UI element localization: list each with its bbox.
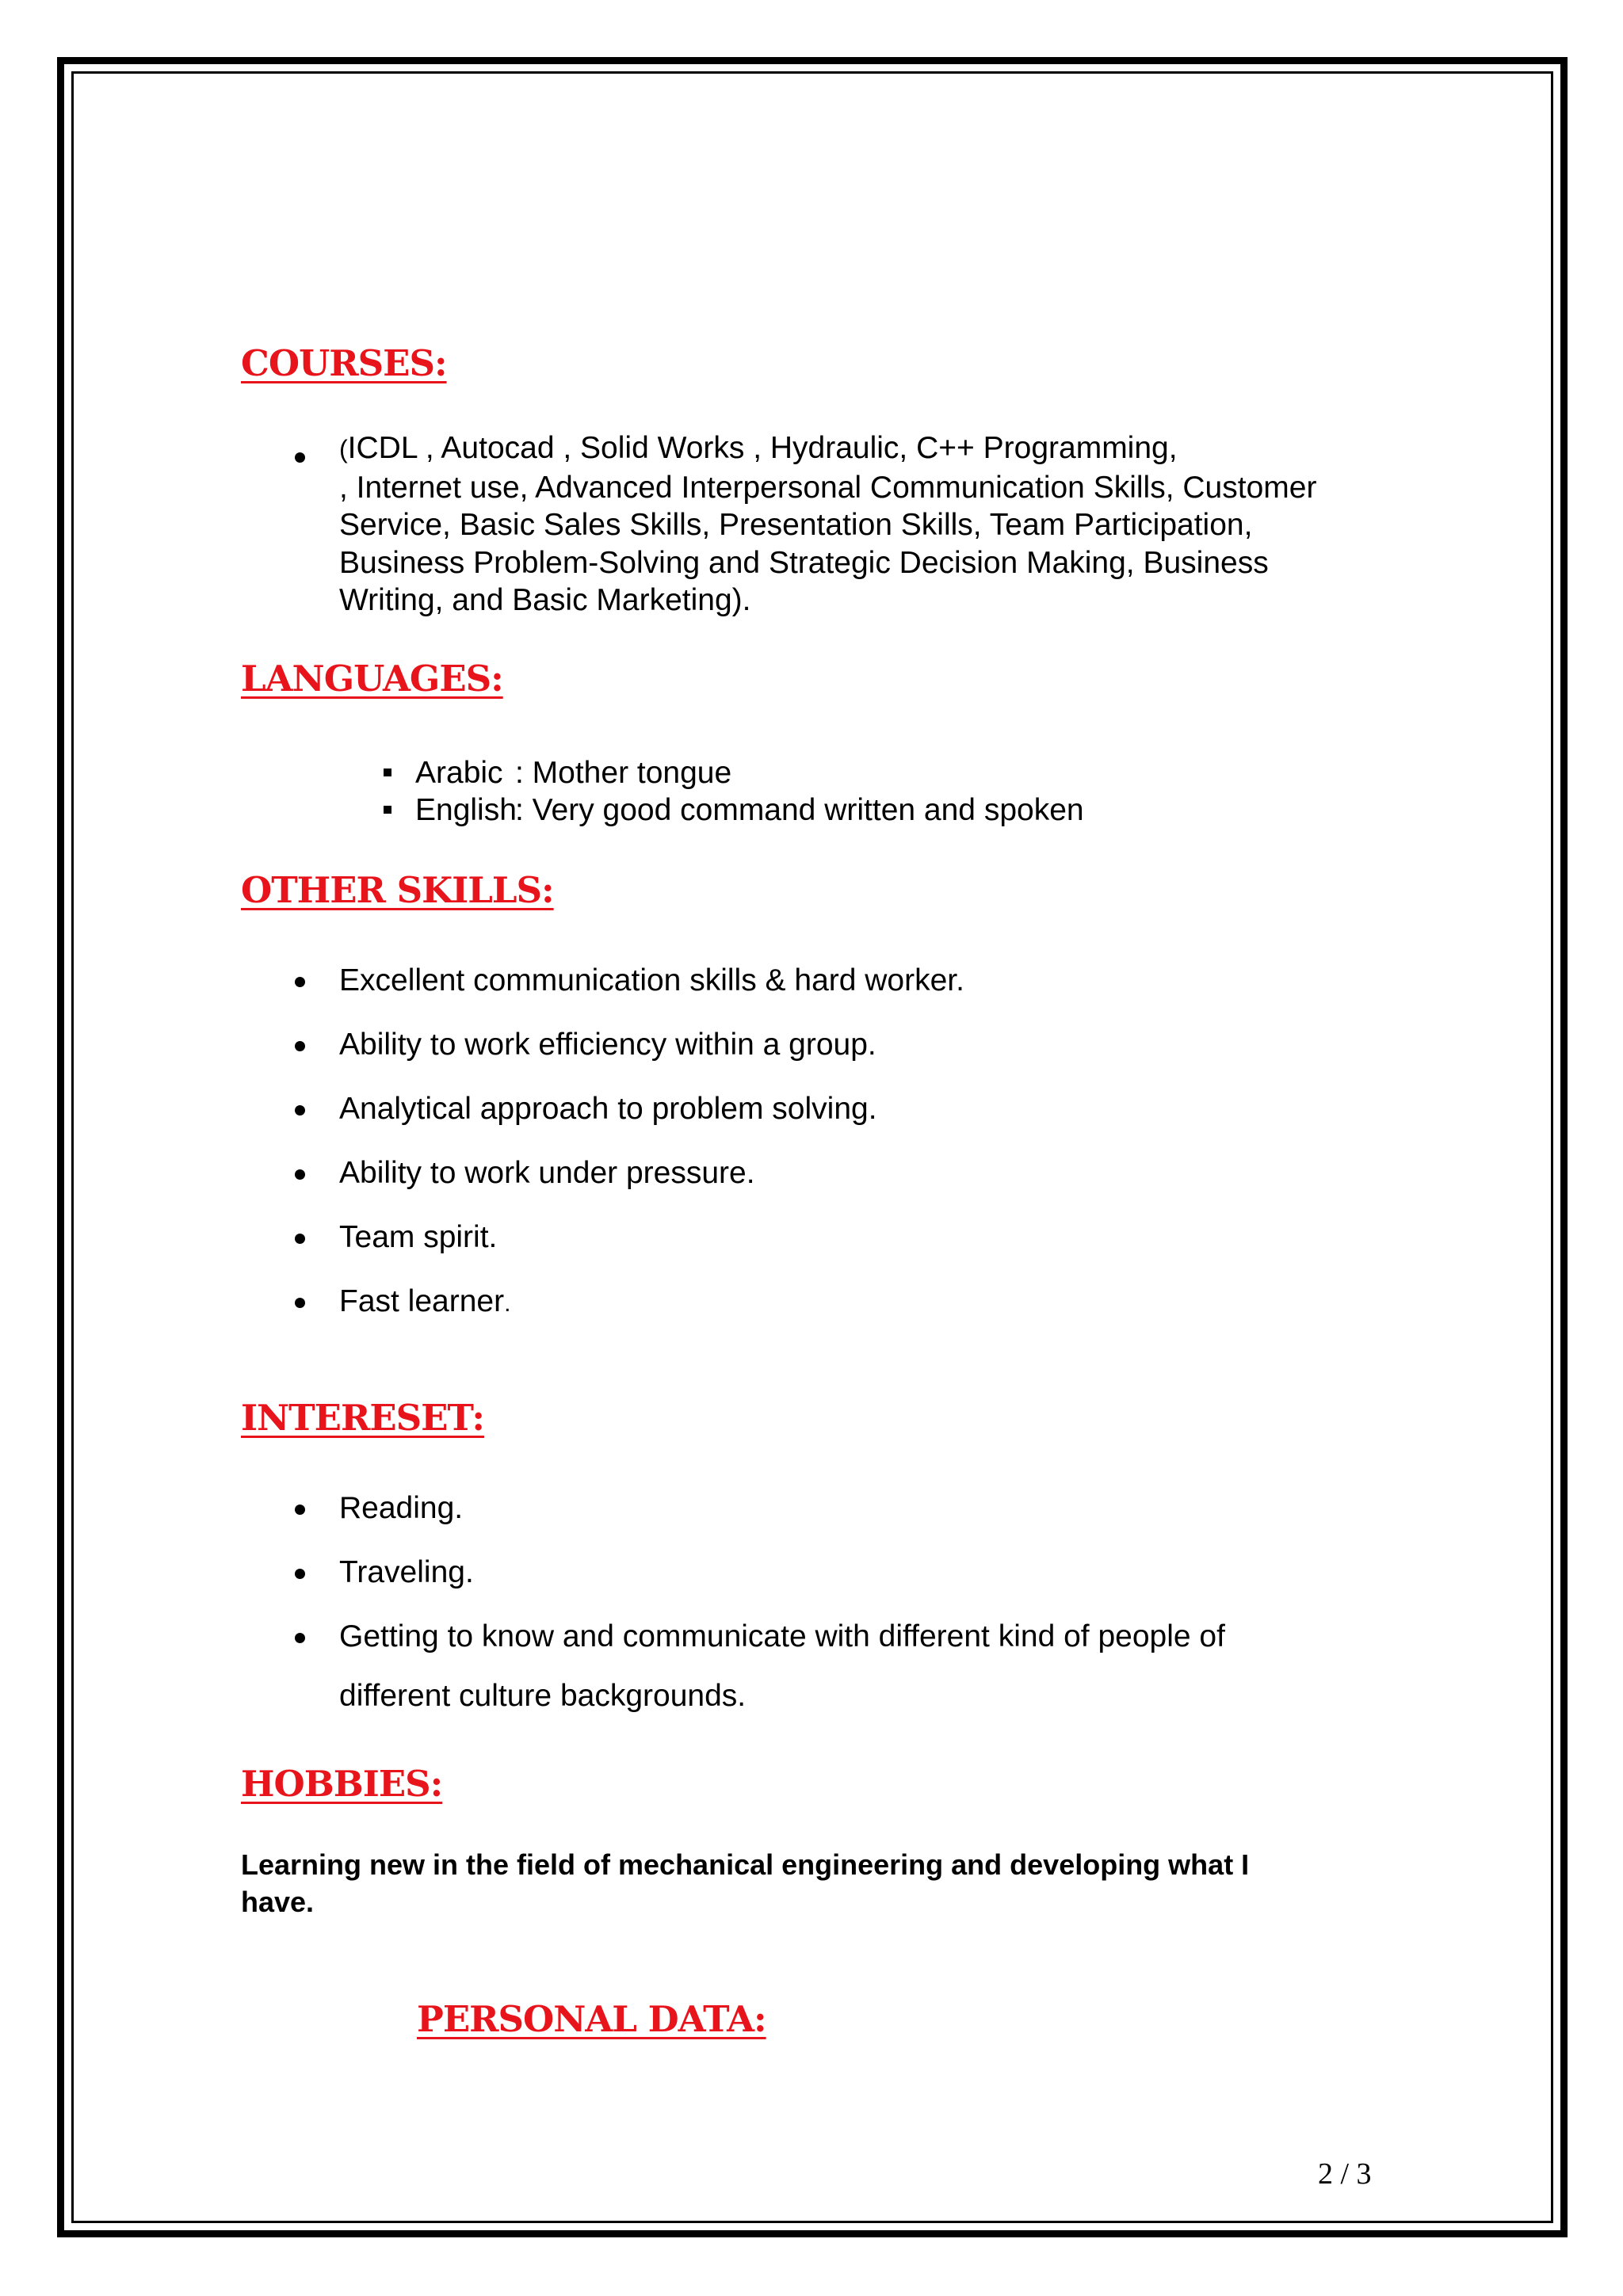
bullet-dot-icon: [295, 1298, 305, 1308]
courses-heading: COURSES:: [241, 342, 447, 384]
interest-item-continuation: different culture backgrounds.: [339, 1679, 747, 1713]
language-name: English: [415, 793, 517, 827]
bullet-dot-icon: [295, 1105, 305, 1116]
bullet-dot-icon: [295, 1234, 305, 1244]
square-bullet-icon: [384, 769, 391, 776]
bullet-dot-icon: [295, 1041, 305, 1051]
skill-item: Excellent communication skills & hard worker.: [339, 963, 964, 998]
interest-item: Reading.: [339, 1491, 463, 1526]
bullet-dot-icon: [295, 977, 305, 987]
bullet-dot-icon: [295, 1169, 305, 1180]
courses-text: [339, 429, 1417, 620]
interests-heading: INTERESET:: [241, 1397, 484, 1439]
hobbies-text: Learning new in the field of mechanical engineering and developing what I have.: [241, 1848, 1250, 1918]
skill-item: Fast learner.: [339, 1284, 510, 1319]
courses-line-5: Writing, and Basic Marketing).: [339, 583, 751, 617]
page-number: 2 / 3: [1318, 2157, 1372, 2191]
skill-item: Ability to work efficiency within a group.: [339, 1028, 876, 1062]
language-name: Arabic: [415, 756, 503, 790]
interest-item: Getting to know and communicate with different kind of people of: [339, 1619, 1225, 1654]
other-skills-heading: OTHER SKILLS:: [241, 869, 554, 911]
skill-item: Team spirit.: [339, 1220, 497, 1255]
interest-item: Traveling.: [339, 1555, 474, 1590]
courses-line-3: Service, Basic Sales Skills, Presentation Skills, Team Participation,: [339, 508, 1253, 542]
languages-heading: LANGUAGES:: [241, 658, 503, 700]
courses-open-paren: (: [339, 435, 348, 463]
language-level: : Mother tongue: [515, 756, 732, 790]
courses-line-1: ICDL , Autocad , Solid Works , Hydraulic, C++ Programming,: [347, 431, 1178, 465]
personal-data-heading: PERSONAL DATA:: [417, 1998, 766, 2040]
bullet-dot-icon: [295, 1633, 305, 1643]
skill-item: Analytical approach to problem solving.: [339, 1092, 877, 1127]
courses-line-2: , Internet use, Advanced Interpersonal Communication Skills, Customer: [339, 470, 1317, 505]
bullet-dot-icon: [295, 1569, 305, 1579]
square-bullet-icon: [384, 806, 391, 814]
language-level: : Very good command written and spoken: [515, 793, 1084, 827]
courses-bullet: [295, 452, 305, 463]
skill-item: Ability to work under pressure.: [339, 1156, 755, 1191]
courses-line-4: Business Problem-Solving and Strategic Decision Making, Business: [339, 545, 1269, 580]
bullet-dot-icon: [295, 1505, 305, 1515]
hobbies-heading: HOBBIES:: [241, 1763, 443, 1805]
